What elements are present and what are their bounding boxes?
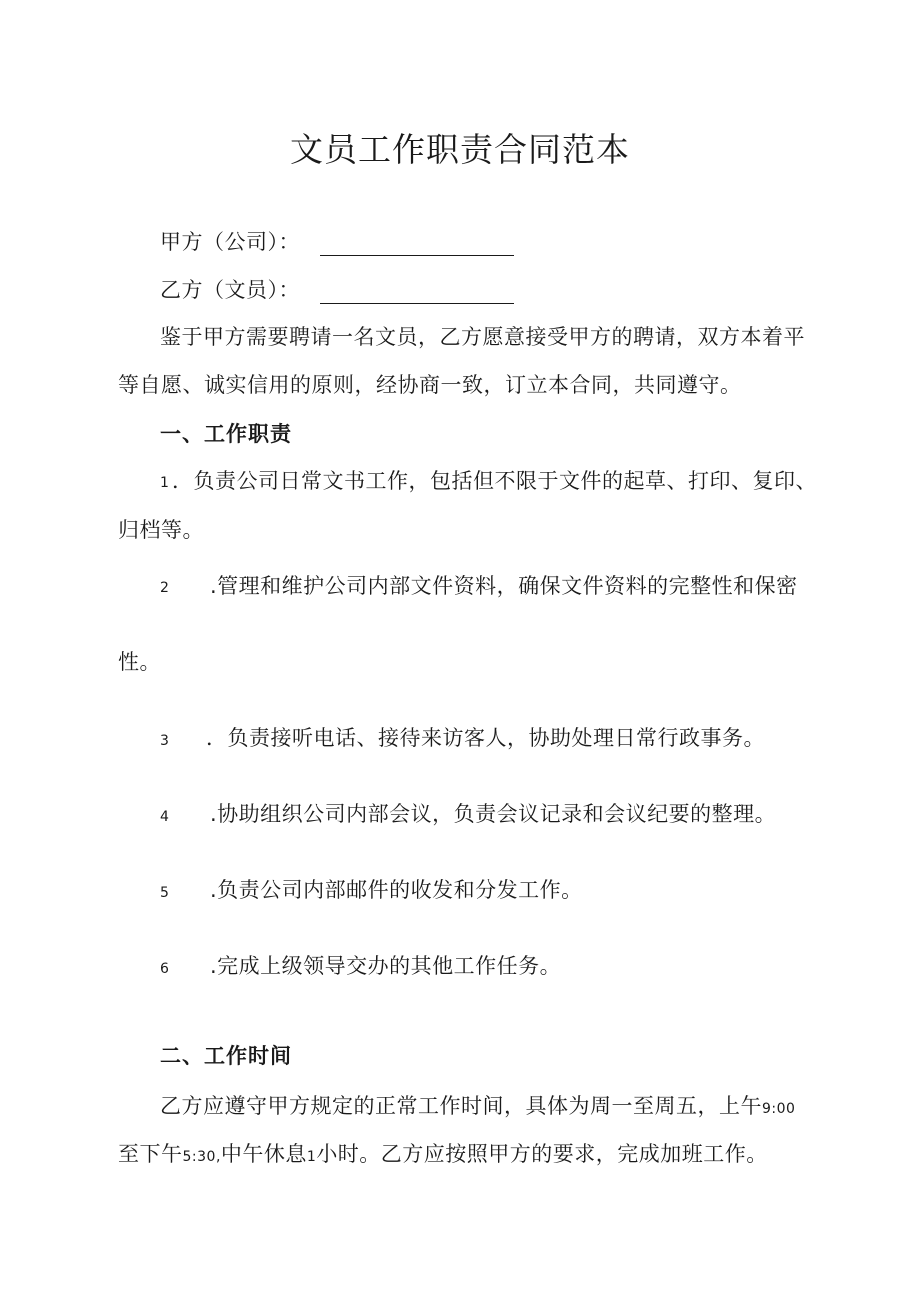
- work-hours-text: 乙方应遵守甲方规定的正常工作时间，具体为周一至周五，上午: [160, 1094, 762, 1118]
- party-a-blank-field[interactable]: [320, 235, 514, 256]
- work-hours-text: 小时。乙方应按照甲方的要求，完成加班工作。: [316, 1142, 768, 1166]
- duty-number: 1: [160, 475, 169, 491]
- party-a-label: 甲方（公司）：: [160, 230, 300, 254]
- party-b-label: 乙方（文员）：: [160, 278, 300, 302]
- duty-text: .协助组织公司内部会议，负责会议记录和会议纪要的整理。: [210, 802, 777, 826]
- section-heading-work-hours: 二、工作时间: [160, 1044, 292, 1068]
- intro-line-1: 鉴于甲方需要聘请一名文员，乙方愿意接受甲方的聘请，双方本着平: [160, 325, 805, 349]
- duty-text: .负责公司内部邮件的收发和分发工作。: [210, 878, 583, 902]
- duty-text: ．负责公司日常文书工作，包括但不限于文件的起草、打印、复印、: [172, 469, 817, 493]
- duty-text-continued: 归档等。: [118, 518, 204, 542]
- duty-number: 6: [160, 961, 169, 977]
- duty-number: 5: [160, 885, 169, 901]
- work-hours-line-2: [118, 1140, 768, 1171]
- document-title: 文员工作职责合同范本: [290, 130, 630, 169]
- duty-number: 2: [160, 580, 169, 596]
- end-time-value: 5:30,: [182, 1149, 221, 1165]
- duty-text: ．负责接听电话、接待来访客人，协助处理日常行政事务。: [206, 726, 765, 750]
- duty-number: 4: [160, 809, 169, 825]
- duty-text: .管理和维护公司内部文件资料，确保文件资料的完整性和保密: [210, 574, 798, 598]
- duty-number: 3: [160, 733, 169, 749]
- duty-text-continued: 性。: [118, 650, 161, 674]
- start-time-value: 9:00: [762, 1101, 796, 1117]
- party-b-blank-field[interactable]: [320, 283, 514, 304]
- intro-line-2: 等自愿、诚实信用的原则，经协商一致，订立本合同，共同遵守。: [118, 373, 742, 397]
- party-a-row: [160, 228, 514, 256]
- work-hours-line-1: [160, 1092, 795, 1123]
- duty-text: .完成上级领导交办的其他工作任务。: [210, 954, 562, 978]
- work-hours-text: 中午休息: [220, 1142, 307, 1166]
- work-hours-text: 至下午: [118, 1142, 183, 1166]
- break-hours-value: 1: [306, 1149, 317, 1165]
- section-heading-duties: 一、工作职责: [160, 422, 292, 446]
- party-b-row: [160, 276, 514, 304]
